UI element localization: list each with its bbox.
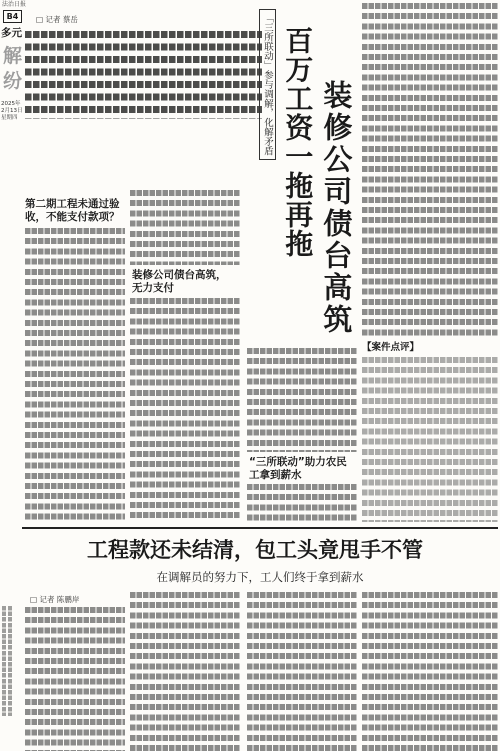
left-strip-credit-text [2, 606, 12, 716]
section-title-big: 解纷 [2, 45, 22, 92]
bottom-article-body-col-3 [247, 592, 357, 751]
top-article-kicker: 「三所联动」参与调解，化解矛盾 [259, 9, 276, 160]
issue-date-year: 2025年 [1, 101, 21, 107]
subhead-acceptance [25, 198, 120, 223]
subhead-line: 收，不能支付款项？ [25, 210, 120, 223]
top-article-body-col-2a [130, 190, 240, 265]
subhead-three-offices [249, 456, 347, 481]
subhead-line: “三所联动”助力农民 [249, 456, 347, 468]
top-article-byline: □ 记者 蔡岳 [36, 15, 78, 24]
bottom-article-byline: □ 记者 陈鹏岸 [30, 595, 80, 604]
top-article-body-col-3a [247, 348, 357, 452]
top-article-headline-line-1: 百万工资一拖再拖 [281, 26, 315, 258]
article-divider [22, 527, 498, 529]
top-article-lead-paragraph [25, 31, 262, 119]
issue-date-day: 2月13日 [1, 108, 23, 114]
case-commentary-label: 【案件点评】 [362, 342, 420, 353]
issue-date-weekday: 星期四 [1, 115, 18, 121]
top-article-body-col-3b [247, 484, 357, 522]
bottom-article-body-col-1 [25, 607, 125, 751]
top-article-body-col-1 [25, 228, 125, 522]
section-title-top: 多元 [1, 27, 22, 39]
subhead-line: 无力支付 [132, 281, 174, 294]
subhead-debt [132, 269, 227, 294]
top-article-headline-line-2: 装修公司债台高筑 [319, 80, 354, 336]
subhead-line: 装修公司债台高筑， [132, 269, 227, 281]
page-number: B4 [3, 10, 22, 23]
bottom-article-subtitle: 在调解员的努力下，工人们终于拿到薪水 [156, 570, 364, 584]
bottom-article-body-col-4 [362, 592, 498, 751]
bottom-article-body-col-2 [130, 592, 240, 751]
subhead-line: 第二期工程未通过验 [25, 198, 120, 210]
case-commentary-text [362, 357, 498, 522]
issue-date [1, 101, 23, 122]
subhead-line: 工拿到薪水 [249, 468, 302, 481]
bottom-article-headline: 工程款还未结清，包工头竟甩手不管 [87, 538, 423, 562]
paper-logo: 法治日报 [2, 1, 27, 8]
top-article-body-col-2b [130, 298, 240, 522]
top-article-body-col-4 [362, 3, 498, 338]
